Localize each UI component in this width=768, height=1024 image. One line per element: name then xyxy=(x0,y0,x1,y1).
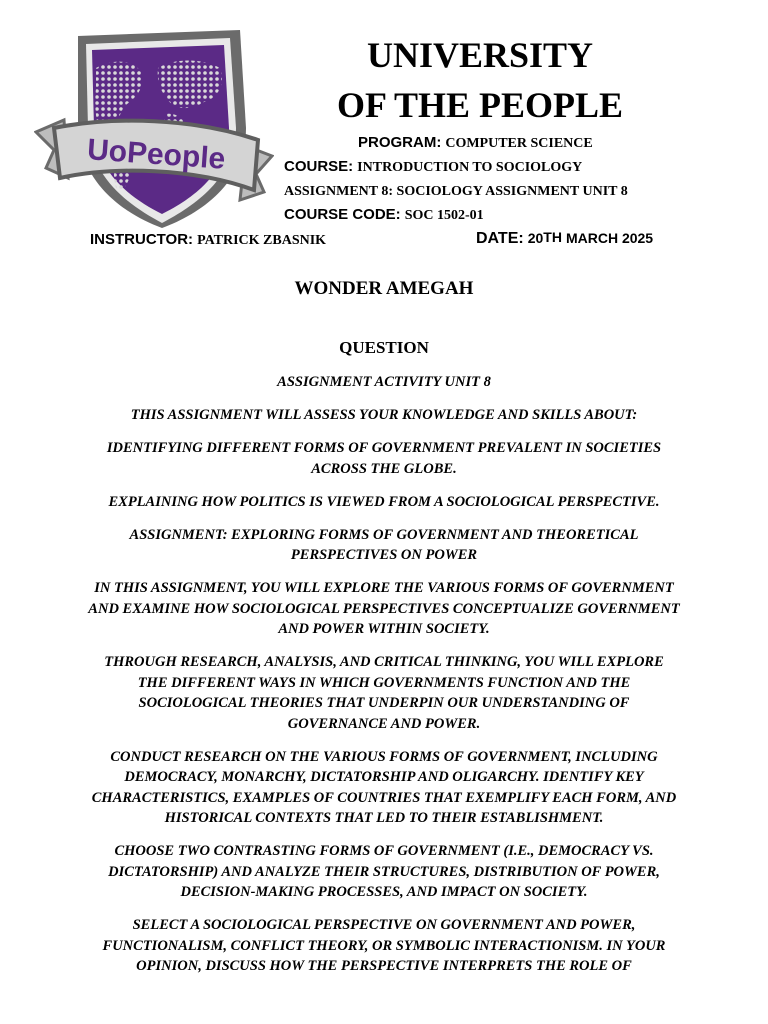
author-name: WONDER AMEGAH xyxy=(294,278,474,299)
assignment-body xyxy=(88,372,680,989)
assignment-text: ASSIGNMENT 8: SOCIOLOGY ASSIGNMENT UNIT 8 xyxy=(284,184,628,199)
question-heading: QUESTION xyxy=(339,338,429,357)
paragraph: THIS ASSIGNMENT WILL ASSESS YOUR KNOWLEDGE AND SKILLS ABOUT: xyxy=(130,407,638,423)
logo-wordmark: UoPeople xyxy=(86,133,227,176)
uopeople-logo xyxy=(34,28,274,228)
paragraph: IDENTIFYING DIFFERENT FORMS OF GOVERNMENT PREVALENT IN SOCIETIES ACROSS THE GLOBE. xyxy=(106,440,662,477)
paragraph: CHOOSE TWO CONTRASTING FORMS OF GOVERNMENT (I.E., DEMOCRACY VS. DICTATORSHIP) AND ANALYZE THEIR STRUCTURES, DISTRIBUTION OF POWER, DECISION-MAKING PROCESSES, AND IMPACT ON SOCIETY. xyxy=(108,843,660,900)
date-label: DATE: xyxy=(476,230,524,247)
title-line-1: UNIVERSITY xyxy=(366,35,594,75)
program-line xyxy=(358,134,593,152)
date-day: 20 xyxy=(527,230,544,246)
date-suffix: TH xyxy=(543,229,562,245)
program-label: PROGRAM: xyxy=(358,134,442,151)
paragraph: ASSIGNMENT: EXPLORING FORMS OF GOVERNMENT AND THEORETICAL PERSPECTIVES ON POWER xyxy=(129,526,639,563)
course-code-label: COURSE CODE: xyxy=(284,206,401,223)
date-line xyxy=(476,230,653,248)
assignment-line xyxy=(284,182,628,200)
paragraph: ASSIGNMENT ACTIVITY UNIT 8 xyxy=(277,374,491,390)
course-label: COURSE: xyxy=(284,158,354,175)
title-line-2: OF THE PEOPLE xyxy=(336,85,624,125)
instructor-value: PATRICK ZBASNIK xyxy=(197,233,327,248)
paragraph: SELECT A SOCIOLOGICAL PERSPECTIVE ON GOVERNMENT AND POWER, FUNCTIONALISM, CONFLICT THEORY, OR SYMBOLIC INTERACTIONISM. IN YOUR OPINION, DISCUSS HOW THE PERSPECTIVE INTERPRETS THE ROLE OF xyxy=(102,917,666,974)
instructor-label: INSTRUCTOR: xyxy=(90,231,194,248)
program-value: COMPUTER SCIENCE xyxy=(445,136,593,151)
paragraph: CONDUCT RESEARCH ON THE VARIOUS FORMS OF GOVERNMENT, INCLUDING DEMOCRACY, MONARCHY, DICTATORSHIP AND OLIGARCHY. IDENTIFY KEY CHARACTERISTICS, EXAMPLES OF COUNTRIES THAT EXEMPLIFY EACH FORM, AND HISTORICAL CONTEXTS THAT LED TO THEIR ESTABLISHMENT. xyxy=(91,748,677,826)
paragraph: THROUGH RESEARCH, ANALYSIS, AND CRITICAL THINKING, YOU WILL EXPLORE THE DIFFERENT WAYS IN WHICH GOVERNMENTS FUNCTION AND THE SOCIOLOGICAL THEORIES THAT UNDERPIN OUR UNDERSTANDING OF GOVERNANCE AND POWER. xyxy=(104,654,664,732)
course-value: INTRODUCTION TO SOCIOLOGY xyxy=(357,160,583,175)
instructor-line xyxy=(90,231,326,249)
course-line xyxy=(284,158,582,176)
course-code-line xyxy=(284,206,484,224)
university-title xyxy=(300,30,660,130)
paragraph: EXPLAINING HOW POLITICS IS VIEWED FROM A SOCIOLOGICAL PERSPECTIVE. xyxy=(108,493,660,510)
date-month-year: MARCH 2025 xyxy=(565,230,654,246)
paragraph: IN THIS ASSIGNMENT, YOU WILL EXPLORE THE VARIOUS FORMS OF GOVERNMENT AND EXAMINE HOW SOCIOLOGICAL PERSPECTIVES CONCEPTUALIZE GOVERNMENT AND POWER WITHIN SOCIETY. xyxy=(88,580,680,637)
course-code-value: SOC 1502-01 xyxy=(404,208,484,223)
